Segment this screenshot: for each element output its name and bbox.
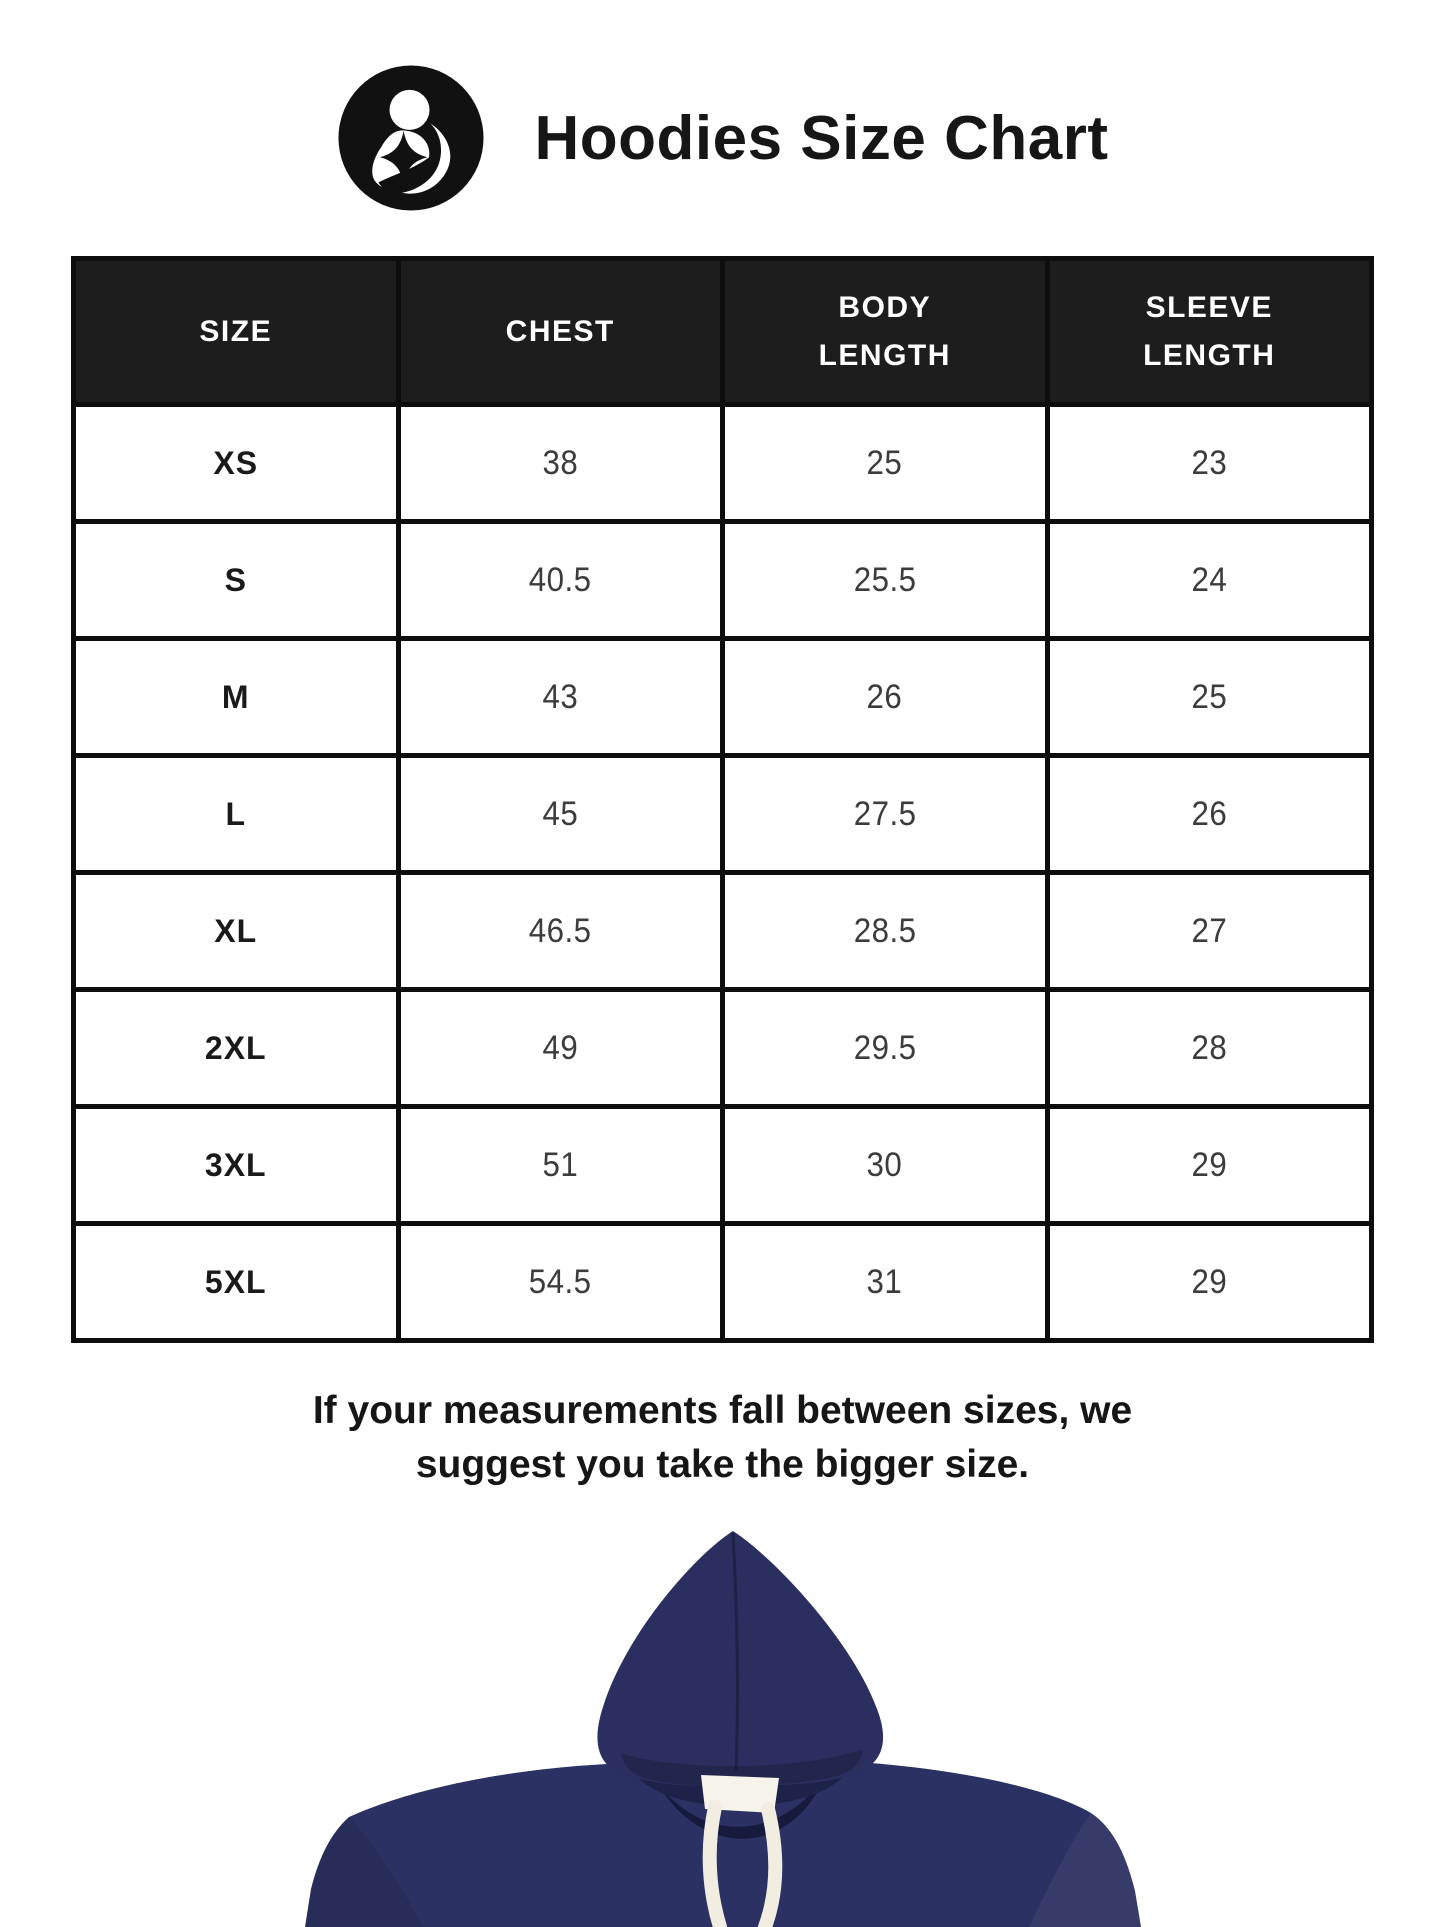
sleeve-length-value: 23: [1047, 405, 1372, 522]
body-length-value: 31: [723, 1224, 1048, 1341]
table-row: [74, 756, 1372, 873]
sleeve-length-value: 29: [1047, 1224, 1372, 1341]
table-row: [74, 1224, 1372, 1341]
chest-value: 45: [398, 756, 723, 873]
table-row: [74, 405, 1372, 522]
table-row: [74, 522, 1372, 639]
sizing-note-line2: suggest you take the bigger size.: [415, 1443, 1030, 1486]
chest-value: 40.5: [398, 522, 723, 639]
brand-logo-icon: [337, 64, 485, 212]
body-length-value: 28.5: [723, 873, 1048, 990]
hoodie-product-image: [303, 1517, 1143, 1927]
table-row: [74, 639, 1372, 756]
sleeve-length-value: 28: [1047, 990, 1372, 1107]
table-row: [74, 873, 1372, 990]
chest-value: 43: [398, 639, 723, 756]
column-header-chest: CHEST: [398, 259, 723, 405]
body-length-value: 30: [723, 1107, 1048, 1224]
body-length-value: 25: [723, 405, 1048, 522]
size-chart-table: [71, 256, 1374, 1343]
column-header-size: SIZE: [74, 259, 399, 405]
size-label: S: [74, 522, 399, 639]
body-length-value: 26: [723, 639, 1048, 756]
size-label: XS: [74, 405, 399, 522]
table-header-row: [74, 259, 1372, 405]
sleeve-length-value: 24: [1047, 522, 1372, 639]
chest-value: 54.5: [398, 1224, 723, 1341]
table-row: [74, 1107, 1372, 1224]
page-title: Hoodies Size Chart: [534, 103, 1109, 173]
sleeve-length-value: 27: [1047, 873, 1372, 990]
column-header-sleeve-length: SLEEVE LENGTH: [1047, 259, 1372, 405]
size-label: M: [74, 639, 399, 756]
sleeve-length-value: 26: [1047, 756, 1372, 873]
sizing-note-line1: If your measurements fall between sizes, we: [312, 1389, 1133, 1432]
body-length-value: 25.5: [723, 522, 1048, 639]
sleeve-length-value: 25: [1047, 639, 1372, 756]
body-length-value: 27.5: [723, 756, 1048, 873]
chest-value: 49: [398, 990, 723, 1107]
size-label: XL: [74, 873, 399, 990]
chest-value: 38: [398, 405, 723, 522]
size-label: 3XL: [74, 1107, 399, 1224]
size-label: 2XL: [74, 990, 399, 1107]
size-label: L: [74, 756, 399, 873]
size-label: 5XL: [74, 1224, 399, 1341]
column-header-body-length: BODY LENGTH: [723, 259, 1048, 405]
hoodie-illustration: [303, 1517, 1143, 1927]
brand-header: [0, 64, 1445, 212]
sizing-note: [0, 1384, 1445, 1492]
chest-value: 51: [398, 1107, 723, 1224]
table-row: [74, 990, 1372, 1107]
sleeve-length-value: 29: [1047, 1107, 1372, 1224]
body-length-value: 29.5: [723, 990, 1048, 1107]
chest-value: 46.5: [398, 873, 723, 990]
